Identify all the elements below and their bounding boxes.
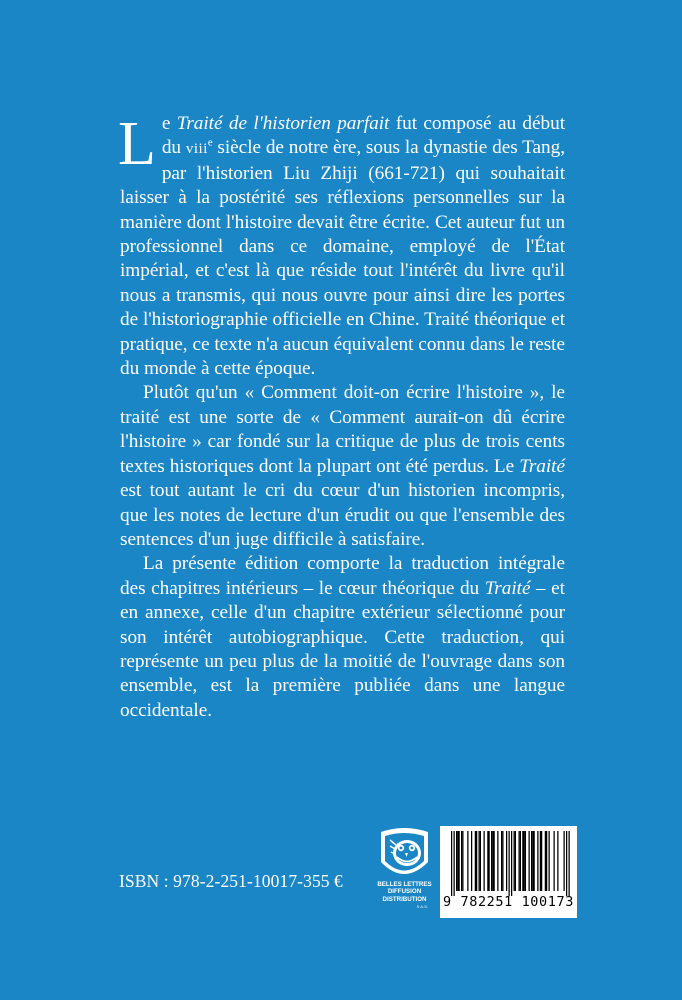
price-label: 55 € (312, 871, 343, 891)
barcode-bar (494, 831, 495, 891)
barcode-bar (487, 831, 488, 891)
barcode-bar (554, 831, 555, 891)
logo-line-4: S.A.S. (416, 904, 428, 910)
logo-line-2: DIFFUSION (387, 888, 422, 896)
barcode-bar (549, 831, 550, 891)
barcode-bar (532, 831, 533, 891)
barcode-bar (476, 831, 477, 891)
p3-text-c: – et en annexe, celle d'un chapitre extérieur sélectionné pour son intérêt autobiographique. Cette traduction, qui représente un peu plus de la moitié de l'ouvrage dans son ensemble, est la première publiée dans une langue occidentale. (120, 577, 565, 721)
barcode-bar (534, 831, 535, 891)
barcode-bar (461, 831, 462, 891)
paragraph-3 (120, 552, 565, 723)
p1-text-f: siècle de notre ère, sous la dynastie des Tang, par l'historien Liu Zhiji (661-721) qui souhaitait laisser à la postérité ses réflexions personnelles sur la manière dont l'histoire devait être écrite. Cet auteur fut un professionnel dans ce domaine, employé de l'État impérial, et c'est là que réside tout l'intérêt du livre qu'il nous a transmis, qui nous ouvre pour ainsi dire les portes de l'historiographie officielle en Chine. Traité théorique et pratique, ce texte n'a aucun équivalent connu dans le reste du monde à cette époque. (120, 137, 566, 380)
barcode (440, 826, 577, 918)
barcode-bar (489, 831, 490, 891)
barcode-bar (524, 831, 525, 891)
barcode-bar (564, 831, 565, 891)
barcode-number: 9 782251 100173 (443, 894, 574, 910)
barcode-bar (525, 831, 526, 891)
barcode-bar (467, 831, 468, 891)
barcode-bar (546, 831, 547, 891)
barcode-bar (529, 831, 530, 891)
p3-italic: Traité (484, 577, 531, 599)
barcode-bar (480, 831, 481, 891)
barcode-bar (491, 831, 492, 891)
barcode-bar (569, 831, 570, 896)
barcode-bars (440, 826, 577, 896)
barcode-bar (456, 831, 457, 891)
barcode-bar (515, 831, 516, 891)
book-title-italic: Traité de l'historien parfait (176, 113, 390, 134)
barcode-bar (457, 831, 458, 891)
drop-cap: L (118, 110, 156, 178)
barcode-bar (492, 831, 493, 891)
century-superscript: e (207, 137, 213, 149)
barcode-bar (462, 831, 463, 891)
barcode-bar (566, 831, 567, 896)
barcode-bar (471, 831, 472, 891)
barcode-bar (479, 831, 480, 891)
p1-text-c: fut composé au début du (161, 113, 565, 159)
back-cover-text (120, 112, 565, 723)
p3-text-a: La présente édition comporte la traduction intégrale des chapitres intérieurs – le cœur théorique du (120, 553, 565, 599)
barcode-bar (454, 831, 455, 896)
barcode-bar (540, 831, 541, 891)
p2-text-c: est tout autant le cri du cœur d'un historien incompris, que les notes de lecture d'un érudit ou que l'ensemble des sentences d'un juge difficile à satisfaire. (120, 480, 565, 550)
barcode-bar (511, 831, 512, 896)
barcode-bar (497, 831, 498, 891)
barcode-bar (459, 831, 460, 891)
century-numeral: viii (185, 141, 208, 158)
barcode-bar (522, 831, 523, 891)
logo-line-3: DISTRIBUTION (382, 895, 427, 903)
barcode-bar (509, 831, 510, 896)
barcode-bar (501, 831, 502, 891)
barcode-bar (531, 831, 532, 891)
barcode-bar (475, 831, 476, 891)
barcode-bar (557, 831, 558, 891)
p1-text-a: e (161, 113, 177, 134)
bird-emblem-icon (377, 826, 432, 881)
barcode-bar (502, 831, 503, 891)
p2-text-a: Plutôt qu'un « Comment doit-on écrire l'histoire », le traité est une sorte de « Comment aurait-on dû écrire l'histoire » car fondé sur la critique de plus de trois cents textes historiques dont la plupart ont été perdus. Le (120, 382, 565, 477)
barcode-bar (514, 831, 515, 891)
paragraph-2 (120, 381, 565, 552)
p2-italic: Traité (519, 455, 565, 477)
barcode-bar (545, 831, 546, 891)
barcode-bar (537, 831, 538, 891)
barcode-bar (520, 831, 521, 891)
barcode-bar (451, 831, 452, 896)
logo-line-1: BELLES LETTRES (377, 881, 432, 888)
barcode-bar (506, 831, 507, 891)
barcode-bar (519, 831, 520, 891)
isbn-label: ISBN : 978-2-251-10017-3 (119, 871, 312, 891)
barcode-bar (484, 831, 485, 891)
publisher-logo (377, 826, 432, 918)
paragraph-1 (120, 112, 565, 381)
barcode-bar (541, 831, 542, 891)
